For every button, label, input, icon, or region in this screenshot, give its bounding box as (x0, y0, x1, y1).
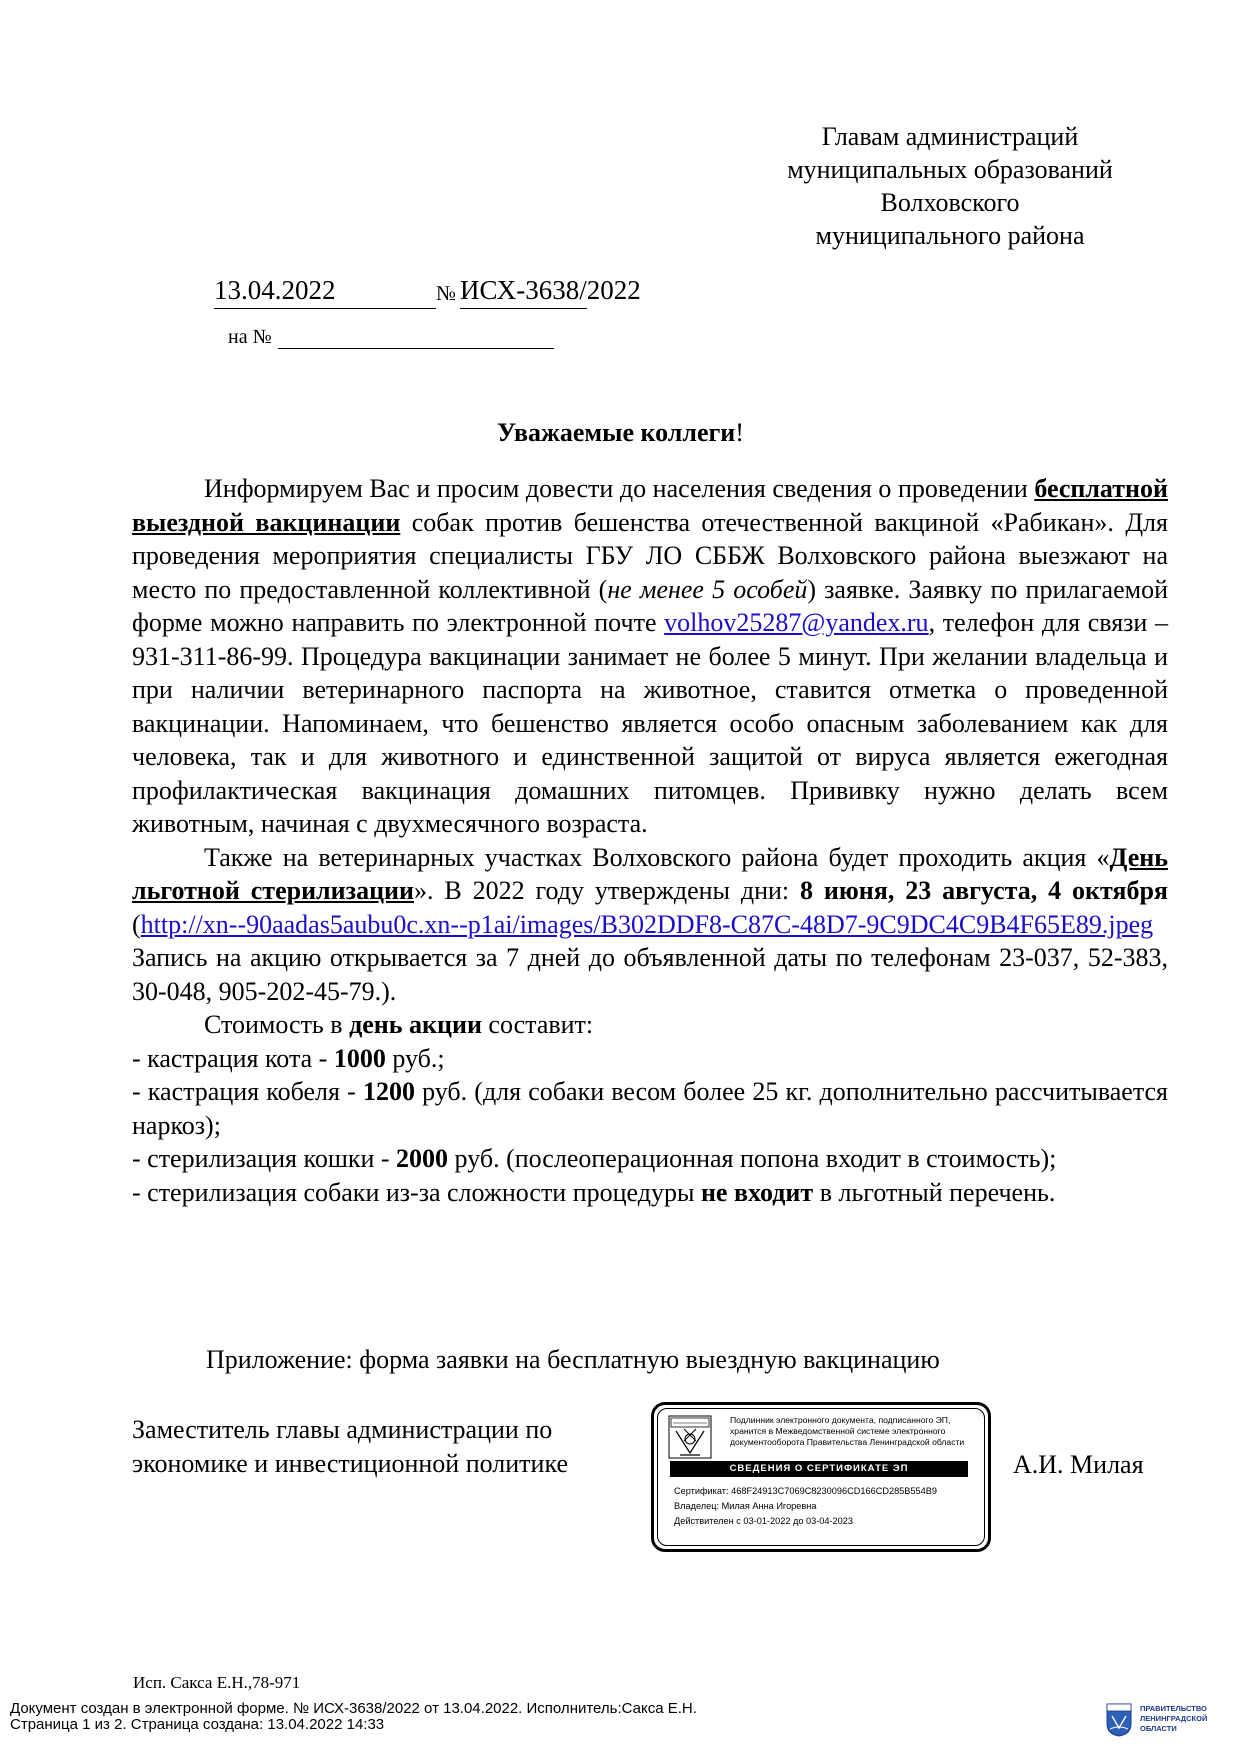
stamp-text-line: хранится в Межведомственной системе электронного (730, 1426, 946, 1436)
government-logo (1106, 1701, 1224, 1743)
addressee-line: муниципальных образований (787, 155, 1113, 184)
attachment-note: Приложение: форма заявки на бесплатную выездную вакцинацию (206, 1345, 940, 1374)
addressee-line: Главам администраций (821, 122, 1079, 151)
text-run: составит: (481, 1010, 594, 1039)
bold-run: не входит (700, 1177, 814, 1207)
number-sign: № (436, 281, 457, 305)
footer-line: Документ создан в электронной форме. № ИСХ-3638/2022 от 13.04.2022. Исполнитель:Сакса Е.Н. (10, 1700, 697, 1717)
greeting (0, 418, 1241, 448)
highlight-free-vaccination: бесплатной выездной вакцинации (132, 474, 1168, 537)
addressee-line: муниципального района (815, 221, 1085, 250)
number-underline (460, 308, 587, 309)
letter-body (132, 472, 1168, 1209)
stamp-text-line: Подлинник электронного документа, подписанного ЭП, (730, 1415, 951, 1425)
text-run: Стоимость в (204, 1010, 350, 1039)
price-value: 2000 (396, 1144, 449, 1173)
greeting-text: Уважаемые коллеги (497, 418, 736, 447)
logo-text-line: ОБЛАСТИ (1140, 1724, 1177, 1733)
image-link[interactable]: http://xn--90aadas5aubu0c.xn--p1ai/images/B302DDF8-C87C-48D7-9C9DC4C9B4F65E89.jpeg (140, 909, 1154, 939)
paragraph-vaccination (132, 472, 1168, 841)
text-run: ( (132, 909, 141, 939)
price-item (132, 1142, 1168, 1176)
text-run: Запись на акцию открывается за 7 дней до объявленной даты по телефонам 23-037, 52-383, 30-048, 905-202-45-79.). (132, 943, 1168, 1006)
price-item (132, 1042, 1168, 1076)
footer-line: Страница 1 из 2. Страница создана: 13.04.2022 14:33 (10, 1716, 385, 1733)
logo-text-line: ЛЕНИНГРАДСКОЙ (1140, 1714, 1208, 1723)
bold-run: день акции (349, 1010, 482, 1039)
text-run: Информируем Вас и просим довести до населения сведения о проведении (204, 474, 1035, 503)
price-item (132, 1176, 1168, 1210)
coat-of-arms-icon (668, 1415, 712, 1459)
signer-position (132, 1413, 568, 1481)
price-value: 1200 (362, 1077, 415, 1106)
document-number: ИСХ-3638/2022 (460, 275, 641, 305)
signer-name: А.И. Милая (1013, 1450, 1144, 1479)
italic-min-animals: не менее 5 особей (607, 574, 808, 604)
position-line: Заместитель главы администрации по (132, 1415, 553, 1444)
price-item (132, 1075, 1168, 1142)
text-run: руб. (для собаки весом более 25 кг. дополнительно рассчитывается наркоз); (132, 1077, 1169, 1140)
action-dates: 8 июня, 23 августа, 4 октября (800, 876, 1169, 905)
executor-info: Исп. Сакса Е.Н.,78-971 (133, 1673, 301, 1692)
addressee-line: Волховского (880, 188, 1020, 217)
text-run: ». В 2022 году утверждены дни: (414, 876, 801, 905)
text-run: - стерилизация кошки - (132, 1144, 397, 1173)
stamp-certificate-header: СВЕДЕНИЯ О СЕРТИФИКАТЕ ЭП (670, 1461, 968, 1477)
document-date: 13.04.2022 (214, 275, 436, 309)
certificate-number: Сертификат: 468F24913C7069C8230096CD166CD285B554B9 (674, 1486, 937, 1496)
page-footer (10, 1701, 697, 1733)
text-run: собак против бешенства отечественной вакциной «Рабикан». Для проведения мероприятия специалисты ГБУ ЛО СББЖ Волховского района выезжают на место по предоставленной коллективной ( (132, 507, 1168, 604)
text-run: в льготный перечень. (813, 1177, 1056, 1207)
text-run: , телефон для связи – 931-311-86-99. Процедура вакцинации занимает не более 5 минут. При желании владельца и при наличии ветеринарного паспорта на животное, ставится отметка о проведенной вакцинации. Напоминаем, что бешенство является особо опасным заболеванием как для человека, так и для животного и единственной защитой от вируса является ежегодная профилактическая вакцинация домашних питомцев. Прививку нужно делать всем животным, начиная с двухмесячного возраста. (132, 608, 1168, 838)
electronic-signature-stamp (651, 1402, 991, 1552)
text-run: руб. (послеоперационная попона входит в стоимость); (448, 1144, 1057, 1173)
price-value: 1000 (333, 1043, 386, 1073)
greeting-mark: ! (735, 418, 744, 447)
action-name: День льготной стерилизации (132, 842, 1168, 905)
email-link[interactable]: volhov25287@yandex.ru (664, 608, 929, 637)
logo-text (1140, 1704, 1207, 1734)
stamp-text-line: документооборота Правительства Ленинградской области (730, 1437, 965, 1447)
certificate-owner: Владелец: Милая Анна Игоревна (674, 1501, 817, 1511)
text-run: - стерилизация собаки из-за сложности процедуры (132, 1177, 701, 1207)
price-intro (132, 1008, 1168, 1042)
text-run: Также на ветеринарных участках Волховского района будет проходить акция « (204, 842, 1110, 872)
leningrad-region-emblem-icon (1106, 1703, 1132, 1737)
position-line: экономике и инвестиционной политике (132, 1449, 568, 1478)
text-run: - кастрация кобеля - (132, 1077, 363, 1106)
certificate-validity: Действителен с 03-01-2022 до 03-04-2023 (674, 1516, 853, 1526)
reference-line (228, 326, 554, 349)
reference-prefix: на № (228, 326, 272, 348)
text-run: руб.; (385, 1043, 445, 1073)
reference-blank (278, 328, 554, 349)
addressee-block (720, 120, 1180, 252)
logo-text-line: ПРАВИТЕЛЬСТВО (1140, 1704, 1207, 1713)
text-run: - кастрация кота - (132, 1043, 334, 1073)
paragraph-sterilization (132, 841, 1168, 1009)
text-run: ) заявке. Заявку по прилагаемой форме можно направить по электронной почте (132, 574, 1168, 637)
